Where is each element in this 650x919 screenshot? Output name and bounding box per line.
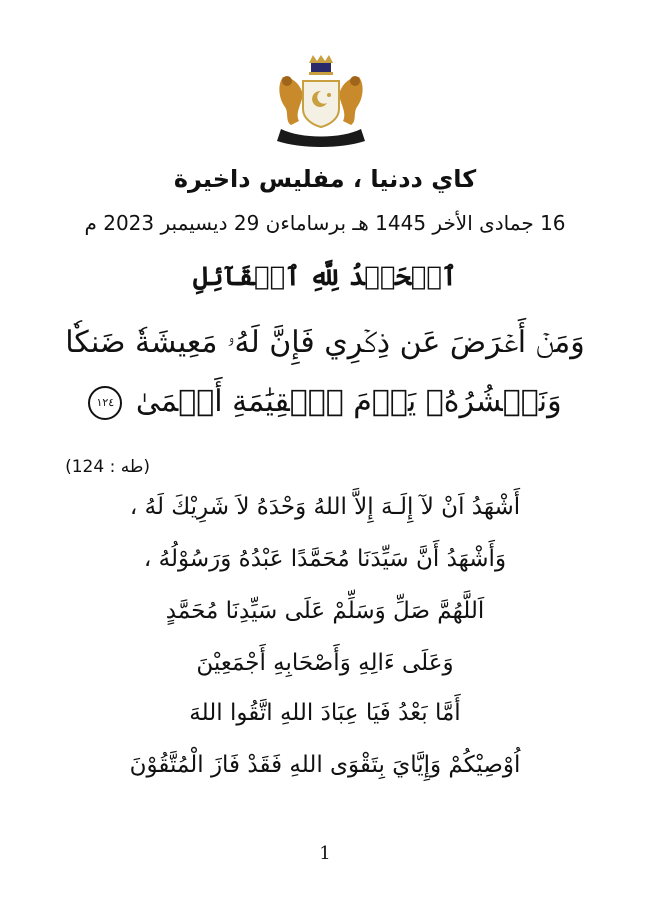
quran-verse-line-2-text: وَنَحۡشُرُهُۥ يَوۡمَ ٱلۡقِيَٰمَةِ أَعۡمَىٰ [135, 384, 562, 419]
khutbah-line: وَعَلَى ءَالِهِ وَأَصْحَابِهِ أَجْمَعِيْنَ [196, 650, 454, 676]
royal-crest-icon [271, 55, 371, 147]
khutbah-line: أَشْهَدُ اَنْ لآ إِلَـهَ إِلاَّ اللهُ وَحْدَهُ لاَ شَرِيْكَ لَهُ ، [129, 494, 521, 520]
quran-verse-line-1: وَمَنۡ أَعۡرَضَ عَن ذِكۡرِي فَإِنَّ لَهُۥ مَعِيشَةٗ ضَنكٗا [65, 325, 585, 360]
sermon-date: 16 جمادى الأخر 1445 هـ برساماءن 29 ديسيمبر 2023 م [84, 211, 566, 235]
khutbah-line: اَللَّهُمَّ صَلِّ وَسَلِّمْ عَلَى سَيِّدِنَا مُحَمَّدٍ [165, 598, 485, 624]
opening-praise: ٱلۡحَمۡدُ لِلَّهِ ٱلۡقَآئِلِ [192, 262, 458, 292]
verse-reference: (طه : 124) [65, 457, 150, 477]
khutbah-line: وَأَشْهَدُ أَنَّ سَيِّدَنَا مُحَمَّدًا عَبْدُهُ وَرَسُوْلُهُ ، [143, 546, 507, 572]
quran-verse-line-2 [0, 384, 650, 420]
khutbah-line: اُوْصِيْكُمْ وَإِيَّايَ بِتَقْوَى اللهِ فَقَدْ فَازَ الْمُتَّقُوْنَ [129, 752, 521, 778]
page-number: 1 [319, 843, 331, 864]
ayah-number-marker: ١٢٤ [88, 386, 122, 420]
khutbah-line: أَمَّا بَعْدُ فَيَا عِبَادَ اللهِ اتَّقُوا اللهَ [189, 700, 461, 726]
sermon-title: كاي ددنيا ، مفليس داخيرة [173, 165, 477, 193]
